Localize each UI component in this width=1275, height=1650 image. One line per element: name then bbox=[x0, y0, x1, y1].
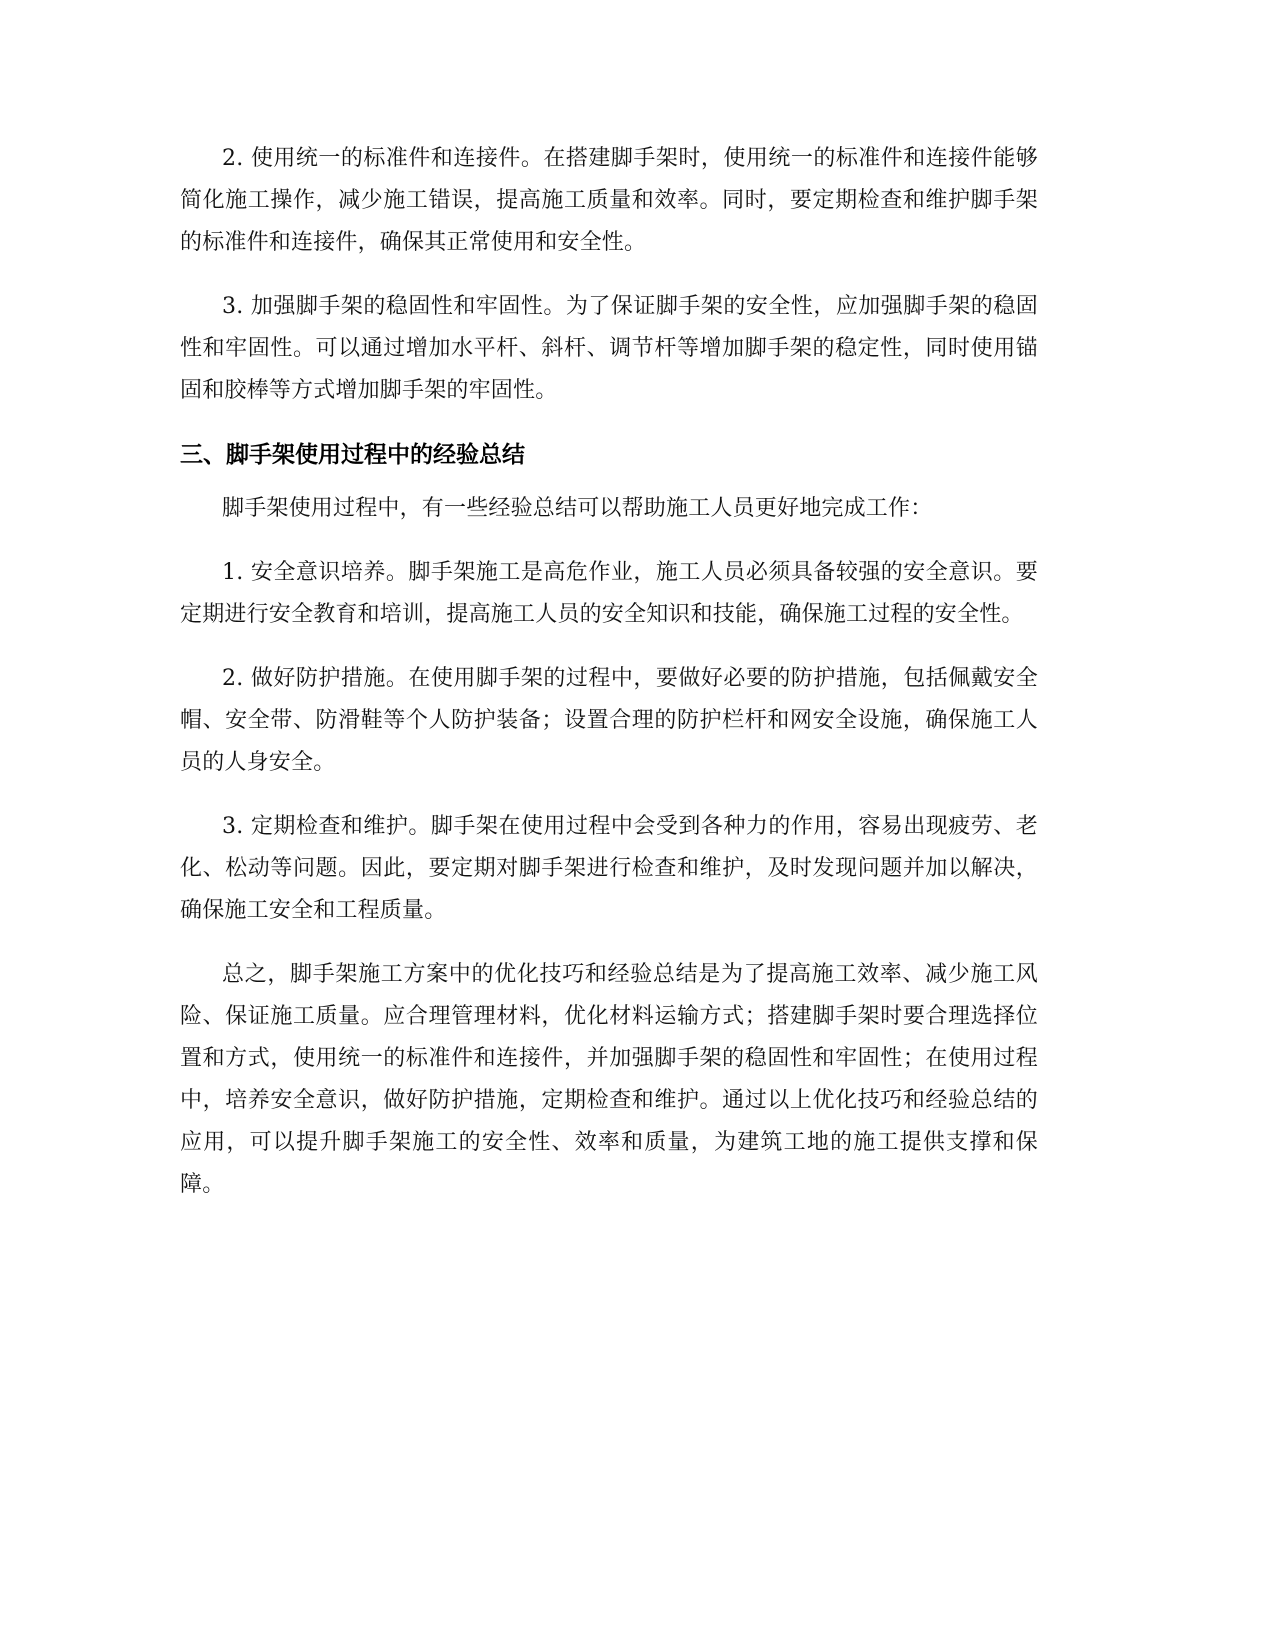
paragraph-inspection: 3. 定期检查和维护。脚手架在使用过程中会受到各种力的作用，容易出现疲劳、老化、松动等问题。因此，要定期对脚手架进行检查和维护，及时发现问题并加以解决，确保施工安全和工程质量。 bbox=[180, 814, 1038, 923]
paragraph-safety-awareness: 1. 安全意识培养。脚手架施工是高危作业，施工人员必须具备较强的安全意识。要定期进行安全教育和培训，提高施工人员的安全知识和技能，确保施工过程的安全性。 bbox=[180, 560, 1038, 627]
paragraph-conclusion: 总之，脚手架施工方案中的优化技巧和经验总结是为了提高施工效率、减少施工风险、保证施工质量。应合理管理材料，优化材料运输方式；搭建脚手架时要合理选择位置和方式，使用统一的标准件和连接件，并加强脚手架的稳固性和牢固性；在使用过程中，培养安全意识，做好防护措施，定期检查和维护。通过以上优化技巧和经验总结的应用，可以提升脚手架施工的安全性、效率和质量，为建筑工地的施工提供支撑和保障。 bbox=[180, 962, 1038, 1197]
paragraph-protection: 2. 做好防护措施。在使用脚手架的过程中，要做好必要的防护措施，包括佩戴安全帽、安全带、防滑鞋等个人防护装备；设置合理的防护栏杆和网安全设施，确保施工人员的人身安全。 bbox=[180, 666, 1038, 775]
document-body bbox=[180, 138, 1038, 1228]
paragraph-standard-parts: 2. 使用统一的标准件和连接件。在搭建脚手架时，使用统一的标准件和连接件能够简化施工操作，减少施工错误，提高施工质量和效率。同时，要定期检查和维护脚手架的标准件和连接件，确保其正常使用和安全性。 bbox=[180, 146, 1038, 255]
section-heading: 三、脚手架使用过程中的经验总结 bbox=[180, 442, 525, 468]
paragraph-stability: 3. 加强脚手架的稳固性和牢固性。为了保证脚手架的安全性，应加强脚手架的稳固性和牢固性。可以通过增加水平杆、斜杆、调节杆等增加脚手架的稳定性，同时使用锚固和胶棒等方式增加脚手架的牢固性。 bbox=[180, 294, 1038, 403]
paragraph-intro: 脚手架使用过程中，有一些经验总结可以帮助施工人员更好地完成工作： bbox=[222, 496, 933, 521]
